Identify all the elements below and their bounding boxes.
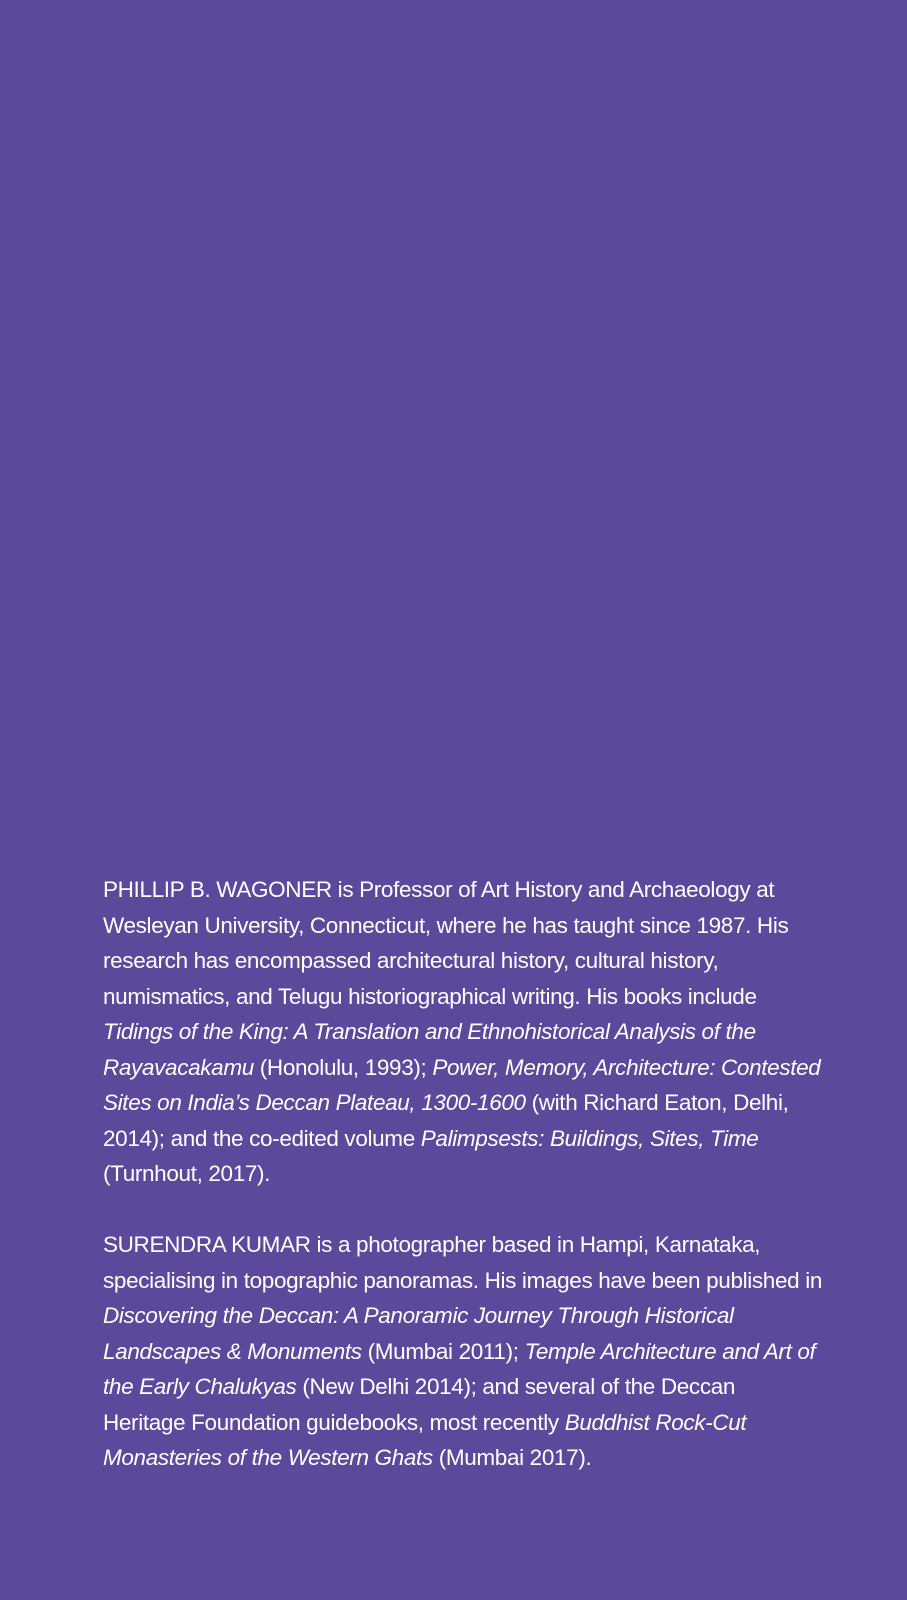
bio-text: (Mumbai 2017). xyxy=(432,1445,592,1470)
book-title: Buddhist Rock-Cut Monasteries of the Western Ghats xyxy=(103,1409,747,1470)
bio-phillip-wagoner xyxy=(103,872,823,1192)
bio-text: (with Richard Eaton, Delhi, 2014); and the co-edited volume xyxy=(103,1090,789,1151)
bio-text: (New Delhi 2014); and several of the Deccan Heritage Foundation guidebooks, most recently xyxy=(103,1374,736,1435)
book-title: Palimpsests: Buildings, Sites, Time xyxy=(420,1125,759,1151)
book-title: Tidings of the King: A Translation and Ethnohistorical Analysis of the Rayavacakamu xyxy=(103,1019,756,1080)
bio-text: PHILLIP B. WAGONER is Professor of Art History and Archaeology at Wesleyan University, Connecticut, where he has taught since 1987. His research has encompassed architectural history, cultural history, numismatics, and Telugu historiographical writing. His books include xyxy=(103,877,789,1009)
bio-text: (Turnhout, 2017). xyxy=(103,1161,271,1186)
bio-text: SURENDRA KUMAR is a photographer based in Hampi, Karnataka, specialising in topographic panoramas. His images have been published in xyxy=(103,1232,823,1293)
bio-text: (Mumbai 2011); xyxy=(361,1338,525,1364)
book-title: Power, Memory, Architecture: Contested Sites on India’s Deccan Plateau, 1300-1600 xyxy=(103,1054,821,1115)
author-bios xyxy=(103,872,823,1476)
bio-surendra-kumar xyxy=(103,1227,823,1476)
book-title: Discovering the Deccan: A Panoramic Journey Through Historical Landscapes & Monuments xyxy=(103,1303,734,1364)
bio-text: (Honolulu, 1993); xyxy=(253,1054,433,1080)
book-title: Temple Architecture and Art of the Early Chalukyas xyxy=(103,1338,816,1399)
